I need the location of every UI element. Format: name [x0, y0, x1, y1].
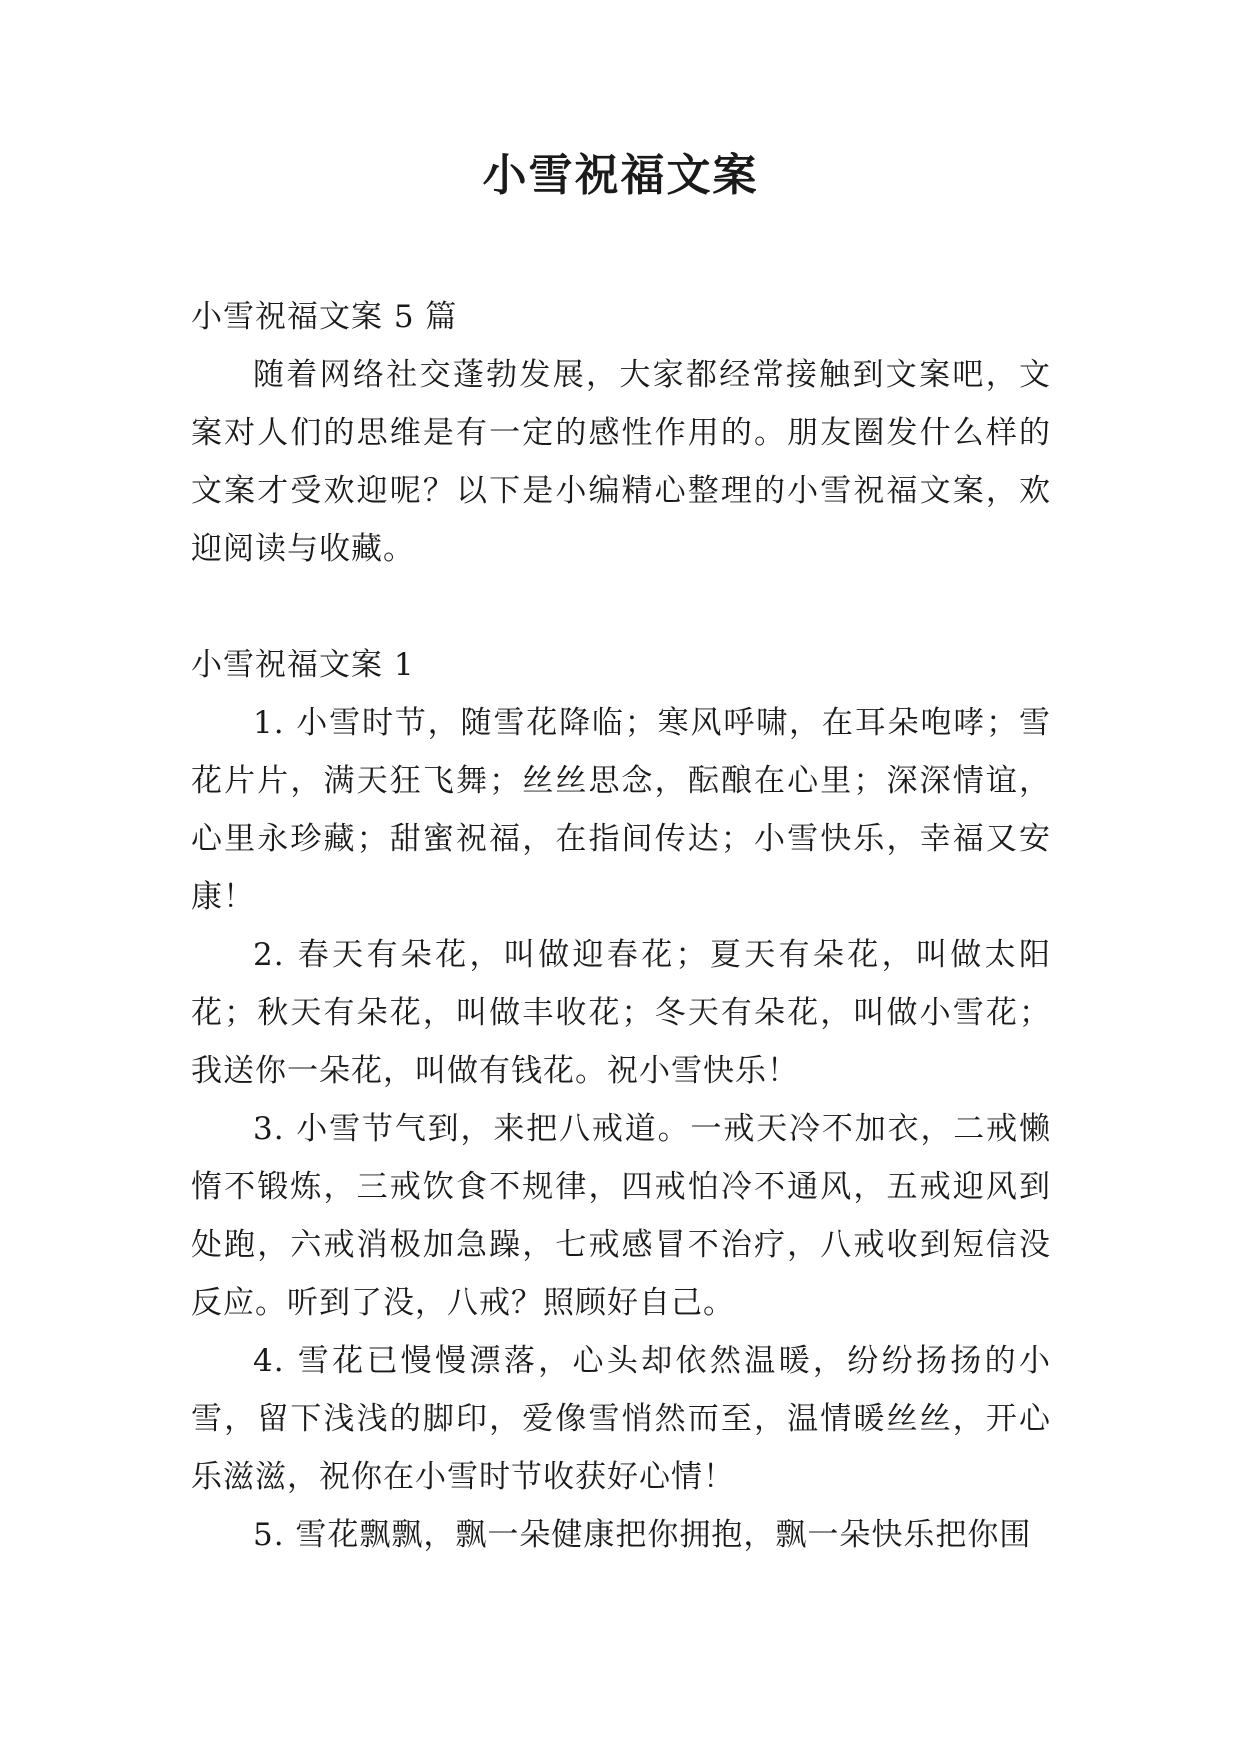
list-item: 1. 小雪时节，随雪花降临；寒风呼啸，在耳朵咆哮；雪花片片，满天狂飞舞；丝丝思念，酝酿在心里；深深情谊，心里永珍藏；甜蜜祝福，在指间传达；小雪快乐，幸福又安康！ [191, 705, 1051, 915]
section-spacer [191, 578, 1051, 636]
document-body [191, 288, 1051, 1564]
list-item: 2. 春天有朵花，叫做迎春花；夏天有朵花，叫做太阳花；秋天有朵花，叫做丰收花；冬天有朵花，叫做小雪花；我送你一朵花，叫做有钱花。祝小雪快乐！ [191, 937, 1051, 1089]
intro-paragraph: 随着网络社交蓬勃发展，大家都经常接触到文案吧，文案对人们的思维是有一定的感性作用的。朋友圈发什么样的文案才受欢迎呢？以下是小编精心整理的小雪祝福文案，欢迎阅读与收藏。 [191, 357, 1051, 567]
intro-heading: 小雪祝福文案 5 篇 [191, 299, 458, 335]
section-heading: 小雪祝福文案 1 [191, 647, 415, 683]
list-item: 3. 小雪节气到，来把八戒道。一戒天冷不加衣，二戒懒惰不锻炼，三戒饮食不规律，四戒怕冷不通风，五戒迎风到处跑，六戒消极加急躁，七戒感冒不治疗，八戒收到短信没反应。听到了没，八戒？照顾好自己。 [191, 1111, 1051, 1321]
list-item: 4. 雪花已慢慢漂落，心头却依然温暖，纷纷扬扬的小雪，留下浅浅的脚印，爱像雪悄然而至，温情暖丝丝，开心乐滋滋，祝你在小雪时节收获好心情！ [191, 1343, 1051, 1495]
list-item: 5. 雪花飘飘，飘一朵健康把你拥抱，飘一朵快乐把你围 [253, 1517, 1032, 1553]
document-title: 小雪祝福文案 [482, 150, 759, 201]
